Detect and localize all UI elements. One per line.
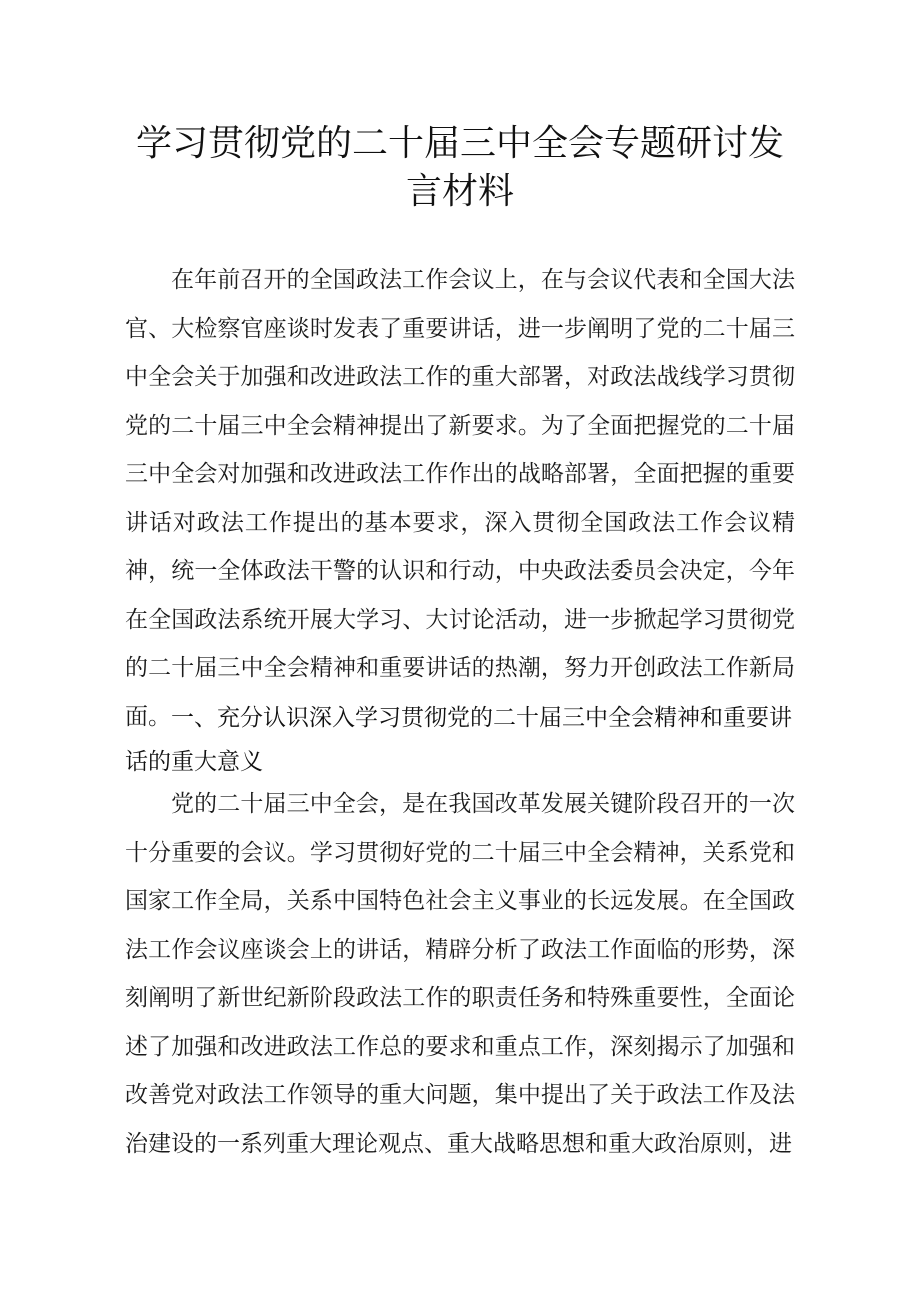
document-title <box>120 120 800 216</box>
section-1-paragraph: 党的二十届三中全会，是在我国改革发展关键阶段召开的一次十分重要的会议。学习贯彻好党的二十届三中全会精神，关系党和国家工作全局，关系中国特色社会主义事业的长远发展。在全国政法工作会议座谈会上的讲话，精辟分析了政法工作面临的形势，深刻阐明了新世纪新阶段政法工作的职责任务和特殊重要性，全面论述了加强和改进政法工作总的要求和重点工作，深刻揭示了加强和改善党对政法工作领导的重大问题，集中提出了关于政法工作及法治建设的一系列重大理论观点、重大战略思想和重大政治原则，进 <box>125 791 795 1157</box>
section-heading-1: 一、充分认识深入学习贯彻党的二十届三中全会精神和重要讲话的重大意义 <box>125 705 792 775</box>
title-line-2: 言材料 <box>405 171 514 212</box>
title-line-1: 学习贯彻党的二十届三中全会专题研讨发 <box>135 123 784 164</box>
intro-paragraph: 在年前召开的全国政法工作会议上，在与会议代表和全国大法官、大检察官座谈时发表了重要讲话，进一步阐明了党的二十届三中全会关于加强和改进政法工作的重大部署，对政法战线学习贯彻党的二十届三中全会精神提出了新要求。为了全面把握党的二十届三中全会对加强和改进政法工作作出的战略部署，全面把握的重要讲话对政法工作提出的基本要求，深入贯彻全国政法工作会议精神，统一全体政法干警的认识和行动，中央政法委员会决定，今年在全国政法系统开展大学习、大讨论活动，进一步掀起学习贯彻党的二十届三中全会精神和重要讲话的热潮，努力开创政法工作新局面。 <box>125 267 795 730</box>
